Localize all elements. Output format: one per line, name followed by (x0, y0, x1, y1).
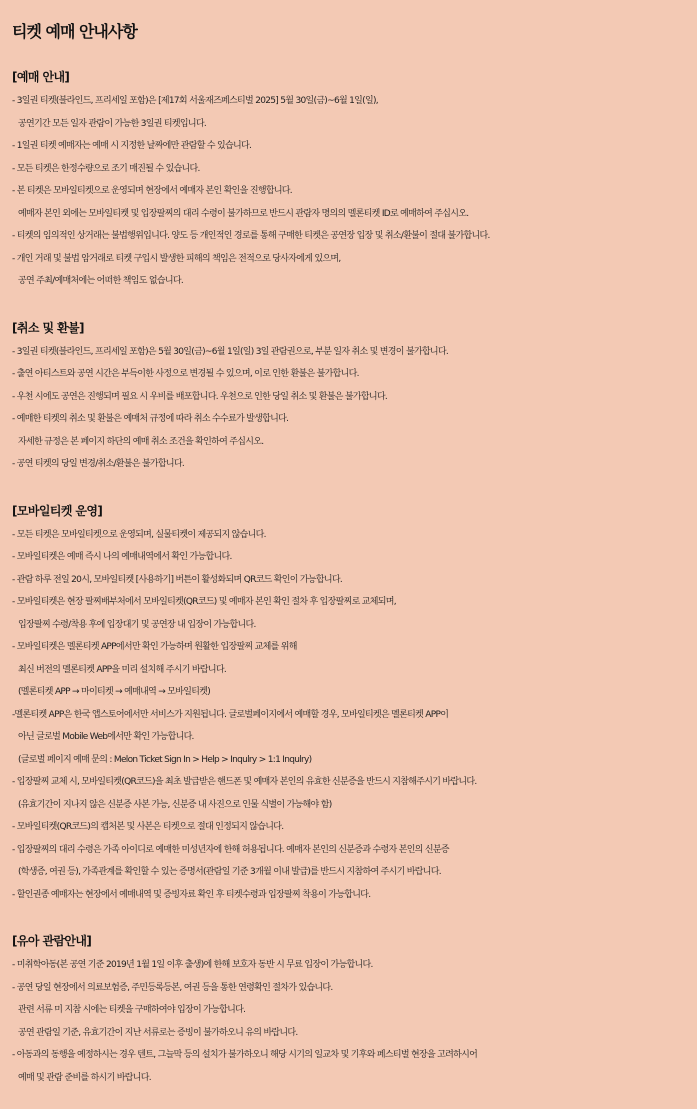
page-title: 티켓 예매 안내사항 (12, 22, 137, 41)
section-mobile-ticket (12, 502, 697, 907)
notice-line: - 미취학아동(본 공연 기준 2019년 1월 1일 이후 출생)에 한해 보호자 동반 시 무료 입장이 가능합니다. (12, 960, 373, 970)
notice-line-continuation: (학생증, 여권 등), 가족관계를 확인할 수 있는 증명서(관람일 기준 3개월 이내 발급)를 반드시 지참하여 주시기 바랍니다. (18, 867, 441, 877)
notice-line: - 티켓의 임의적인 상거래는 불법행위입니다. 양도 등 개인적인 경로를 통해 구매한 티켓은 공연장 입장 및 취소/환불이 절대 불가합니다. (12, 231, 490, 241)
notice-line: - 모든 티켓은 한정수량으로 조기 매진될 수 있습니다. (12, 163, 200, 174)
notice-line-continuation: (유효기간이 지나지 않은 신분증 사본 가능, 신분증 내 사진으로 인물 식별이 가능해야 함) (18, 799, 332, 810)
notice-line: - 개인 거래 및 불법 암거래로 티켓 구입시 발생한 피해의 책임은 전적으로 당사자에게 있으며, (12, 253, 341, 264)
section-child-admission (12, 932, 697, 1089)
notice-line-continuation: 예매자 본인 외에는 모바일티켓 및 입장팔찌의 대리 수령이 불가하므로 반드시 관람자 명의의 멜론티켓 ID로 예매하여 주십시오. (18, 208, 469, 219)
notice-sections (12, 68, 697, 1089)
notice-line: - 입장팔찌의 대리 수령은 가족 아이디로 예매한 미성년자에 한해 허용됩니다. 예매자 본인의 신분증과 수령자 본인의 신분증 (12, 844, 449, 855)
notice-line: - 1일권 티켓 예매자는 예매 시 지정한 날짜에만 관람할 수 있습니다. (12, 141, 252, 151)
notice-line-continuation: 관련 서류 미 지참 시에는 티켓을 구매하여야 입장이 가능합니다. (18, 1005, 246, 1015)
notice-line: - 공연 당일 현장에서 의료보험증, 주민등록등본, 여권 등을 통한 연령확인 절차가 있습니다. (12, 982, 333, 993)
notice-line: - 아동과의 동행을 예정하시는 경우 텐트, 그늘막 등의 설치가 불가하오니 해당 시기의 일교차 및 기후와 페스티벌 현장을 고려하시어 (12, 1050, 478, 1060)
notice-line: - 3일권 티켓(블라인드, 프리세일 포함)은 5월 30일(금)~6월 1일(일) 3일 관람권으로, 부분 일자 취소 및 변경이 불가합니다. (12, 346, 449, 357)
notice-line: - 3일권 티켓(블라인드, 프리세일 포함)은 [제17회 서울재즈페스티벌 2025] 5월 30일(금)~6월 1일(일), (12, 96, 378, 106)
notice-line: - 모바일티켓(QR코드)의 캡처본 및 사본은 티켓으로 절대 인정되지 않습니다. (12, 822, 284, 832)
notice-line: - 우천 시에도 공연은 진행되며 필요 시 우비를 배포합니다. 우천으로 인한 당일 취소 및 환불은 불가합니다. (12, 391, 388, 402)
notice-line-continuation: 공연 주최/예매처에는 어떠한 책임도 없습니다. (18, 276, 184, 286)
notice-line: - 할인권종 예매자는 현장에서 예매내역 및 증빙자료 확인 후 티켓수령과 입장팔찌 착용이 가능합니다. (12, 889, 371, 900)
notice-line-continuation: 공연기간 모든 일자 관람이 가능한 3일권 티켓입니다. (18, 118, 207, 129)
notice-line-continuation: 공연 관람일 기준, 유효기간이 지난 서류로는 증빙이 불가하오니 유의 바랍니다. (18, 1027, 298, 1038)
notice-line-continuation: 예매 및 관람 준비를 하시기 바랍니다. (18, 1072, 151, 1083)
section-heading: [모바일티켓 운영] (12, 503, 103, 518)
notice-line: - 출연 아티스트와 공연 시간은 부득이한 사정으로 변경될 수 있으며, 이로 인한 환불은 불가합니다. (12, 369, 359, 379)
notice-line: -멜론티켓 APP은 한국 앱스토어에서만 서비스가 지원됩니다. 글로벌페이지에서 예매할 경우, 모바일티켓은 멜론티켓 APP이 (12, 709, 449, 720)
notice-line-continuation: 자세한 규정은 본 페이지 하단의 예매 취소 조건을 확인하여 주십시오. (18, 436, 264, 447)
notice-line: - 모바일티켓은 예매 즉시 나의 예매내역에서 확인 가능합니다. (12, 552, 232, 562)
notice-line: - 공연 티켓의 당일 변경/취소/환불은 불가합니다. (12, 459, 185, 469)
section-booking-info (12, 68, 697, 293)
notice-line-continuation: 최신 버전의 멜론티켓 APP을 미리 설치해 주시기 바랍니다. (18, 664, 227, 675)
notice-line: - 관람 하루 전일 20시, 모바일티켓 [사용하기] 버튼이 활성화되며 QR코드 확인이 가능합니다. (12, 574, 343, 585)
notice-line: - 모바일티켓은 현장 팔찌배부처에서 모바일티켓(QR코드) 및 예매자 본인 확인 절차 후 입장팔찌로 교체되며, (12, 597, 396, 607)
notice-line-continuation: (글로벌 페이지 예매 문의 : Melon Ticket Sign In > Help > Inqulry > 1:1 Inqulry) (18, 754, 312, 765)
notice-line: - 예매한 티켓의 취소 및 환불은 예매처 규정에 따라 취소 수수료가 발생합니다. (12, 414, 289, 424)
section-heading: [취소 및 환불] (12, 320, 84, 335)
section-cancel-refund (12, 319, 697, 476)
notice-line: - 본 티켓은 모바일티켓으로 운영되며 현장에서 예매자 본인 확인을 진행합니다. (12, 186, 292, 196)
notice-line-continuation: 아닌 글로벌 Mobile Web에서만 확인 가능합니다. (18, 732, 194, 742)
notice-line-continuation: 입장팔찌 수령/착용 후에 입장대기 및 공연장 내 입장이 가능합니다. (18, 619, 256, 630)
notice-line-continuation: (멜론티켓 APP → 마이티켓 → 예매내역 → 모바일티켓) (18, 687, 211, 697)
notice-line: - 입장팔찌 교체 시, 모바일티켓(QR코드)을 최초 발급받은 핸드폰 및 예매자 본인의 유효한 신분증을 반드시 지참해주시기 바랍니다. (12, 777, 477, 787)
notice-line: - 모든 티켓은 모바일티켓으로 운영되며, 실물티켓이 제공되지 않습니다. (12, 529, 266, 540)
section-heading: [유아 관람안내] (12, 934, 92, 948)
notice-line: - 모바일티켓은 멜론티켓 APP에서만 확인 가능하며 원활한 입장팔찌 교체를 위해 (12, 642, 297, 652)
section-heading: [예매 안내] (12, 70, 70, 84)
